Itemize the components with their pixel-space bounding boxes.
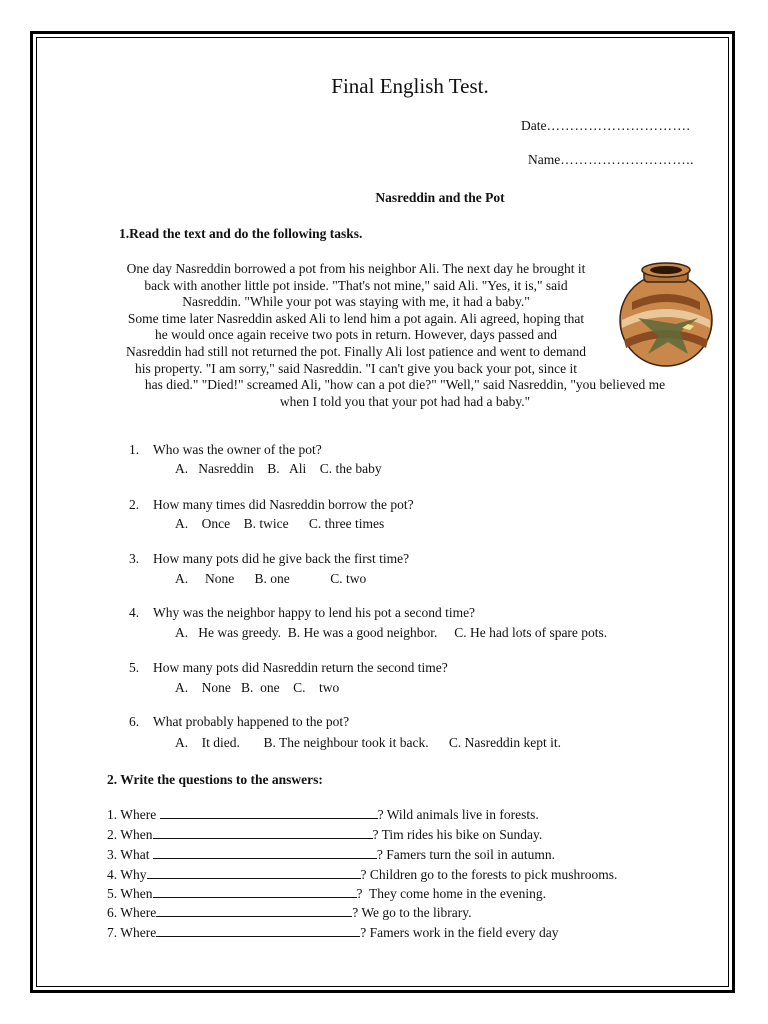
write-item-1: 1. Where ? Wild animals live in forests. [107, 807, 539, 822]
question-1-options [175, 461, 382, 477]
name-dots: ……………………….. [560, 152, 694, 167]
story-line: has died." "Died!" screamed Ali, "how can a pot die?" "Well," said Nasreddin, "you believed me [144, 377, 666, 393]
option-b: B. twice [243, 516, 289, 531]
name-label: Name [528, 152, 561, 167]
option-a: A. Nasreddin [175, 461, 254, 476]
option-c: C. three times [308, 516, 385, 531]
option-b: B. one [254, 571, 290, 586]
question-4-options [175, 625, 607, 641]
task2-heading: 2. Write the questions to the answers: [107, 772, 323, 787]
story-line: his property. "I am sorry," said Nasreddin. "I can't give you back your pot, since it [135, 360, 577, 376]
date-field [521, 118, 690, 134]
write-item-4: 4. Why ? Children go to the forests to pick mushrooms. [107, 867, 618, 882]
date-dots: …………………………. [546, 118, 691, 133]
question-6: 6. What probably happened to the pot? [129, 714, 350, 729]
option-a: A. Once [175, 516, 231, 531]
question-5: 5. How many pots did Nasreddin return the second time? [129, 660, 448, 675]
answer-blank[interactable] [153, 847, 377, 859]
option-b: B. one [241, 680, 280, 695]
story-line: when I told you that your pot had had a baby." [279, 393, 531, 409]
page-title: Final English Test. [331, 74, 489, 98]
story-line: Nasreddin. "While your pot was staying with me, it had a baby." [182, 294, 530, 310]
story-line: back with another little pot inside. "That's not mine," said Ali. "Yes, it is," said [144, 277, 568, 293]
question-2: 2. How many times did Nasreddin borrow the pot? [129, 497, 414, 512]
option-c: C. Nasreddin kept it. [448, 735, 561, 750]
story-line: Some time later Nasreddin asked Ali to lend him a pot again. Ali agreed, hoping that [127, 310, 585, 326]
answer-blank[interactable] [153, 886, 357, 898]
option-a: A. He was greedy. [175, 625, 281, 640]
task1-heading: 1.Read the text and do the following tasks. [119, 226, 363, 241]
write-item-7: 7. Where ? Famers work in the field every day [107, 925, 559, 940]
option-b: B. The neighbour took it back. [263, 735, 429, 750]
answer-blank[interactable] [147, 867, 361, 879]
story-line: Nasreddin had still not returned the pot. Finally Ali lost patience and went to demand [125, 343, 587, 359]
write-item-3: 3. What ? Famers turn the soil in autumn. [107, 847, 555, 862]
option-b: B. He was a good neighbor. [287, 625, 438, 640]
story-line: One day Nasreddin borrowed a pot from his neighbor Ali. The next day he brought it [126, 261, 586, 276]
answer-blank[interactable] [156, 905, 352, 917]
option-b: B. Ali [267, 461, 307, 476]
option-c: C. the baby [319, 461, 382, 476]
question-3-options [175, 571, 366, 587]
write-item-2: 2. When ? Tim rides his bike on Sunday. [107, 827, 543, 842]
option-a: A. None [175, 680, 231, 695]
option-c: C. He had lots of spare pots. [454, 625, 608, 640]
question-3: 3. How many pots did he give back the first time? [129, 551, 410, 566]
answer-blank[interactable] [153, 827, 373, 839]
option-c: C. two [330, 571, 367, 586]
question-2-options [175, 516, 384, 532]
option-a: A. It died. [175, 735, 240, 750]
write-item-5: 5. When ? They come home in the evening. [107, 886, 546, 901]
answer-blank[interactable] [156, 925, 360, 937]
story-title: Nasreddin and the Pot [375, 190, 505, 205]
option-a: A. None [175, 571, 235, 586]
question-4: 4. Why was the neighbor happy to lend his pot a second time? [129, 605, 476, 620]
question-6-options [175, 735, 561, 751]
option-c: C. two [293, 680, 340, 695]
answer-blank[interactable] [160, 807, 378, 819]
write-item-6: 6. Where ? We go to the library. [107, 905, 472, 920]
pot-image [618, 258, 714, 370]
date-label: Date [521, 118, 547, 133]
name-field [528, 152, 694, 168]
story-line: he would once again receive two pots in return. However, days passed and [154, 327, 558, 343]
question-1: 1. Who was the owner of the pot? [129, 442, 322, 457]
question-5-options [175, 680, 339, 696]
